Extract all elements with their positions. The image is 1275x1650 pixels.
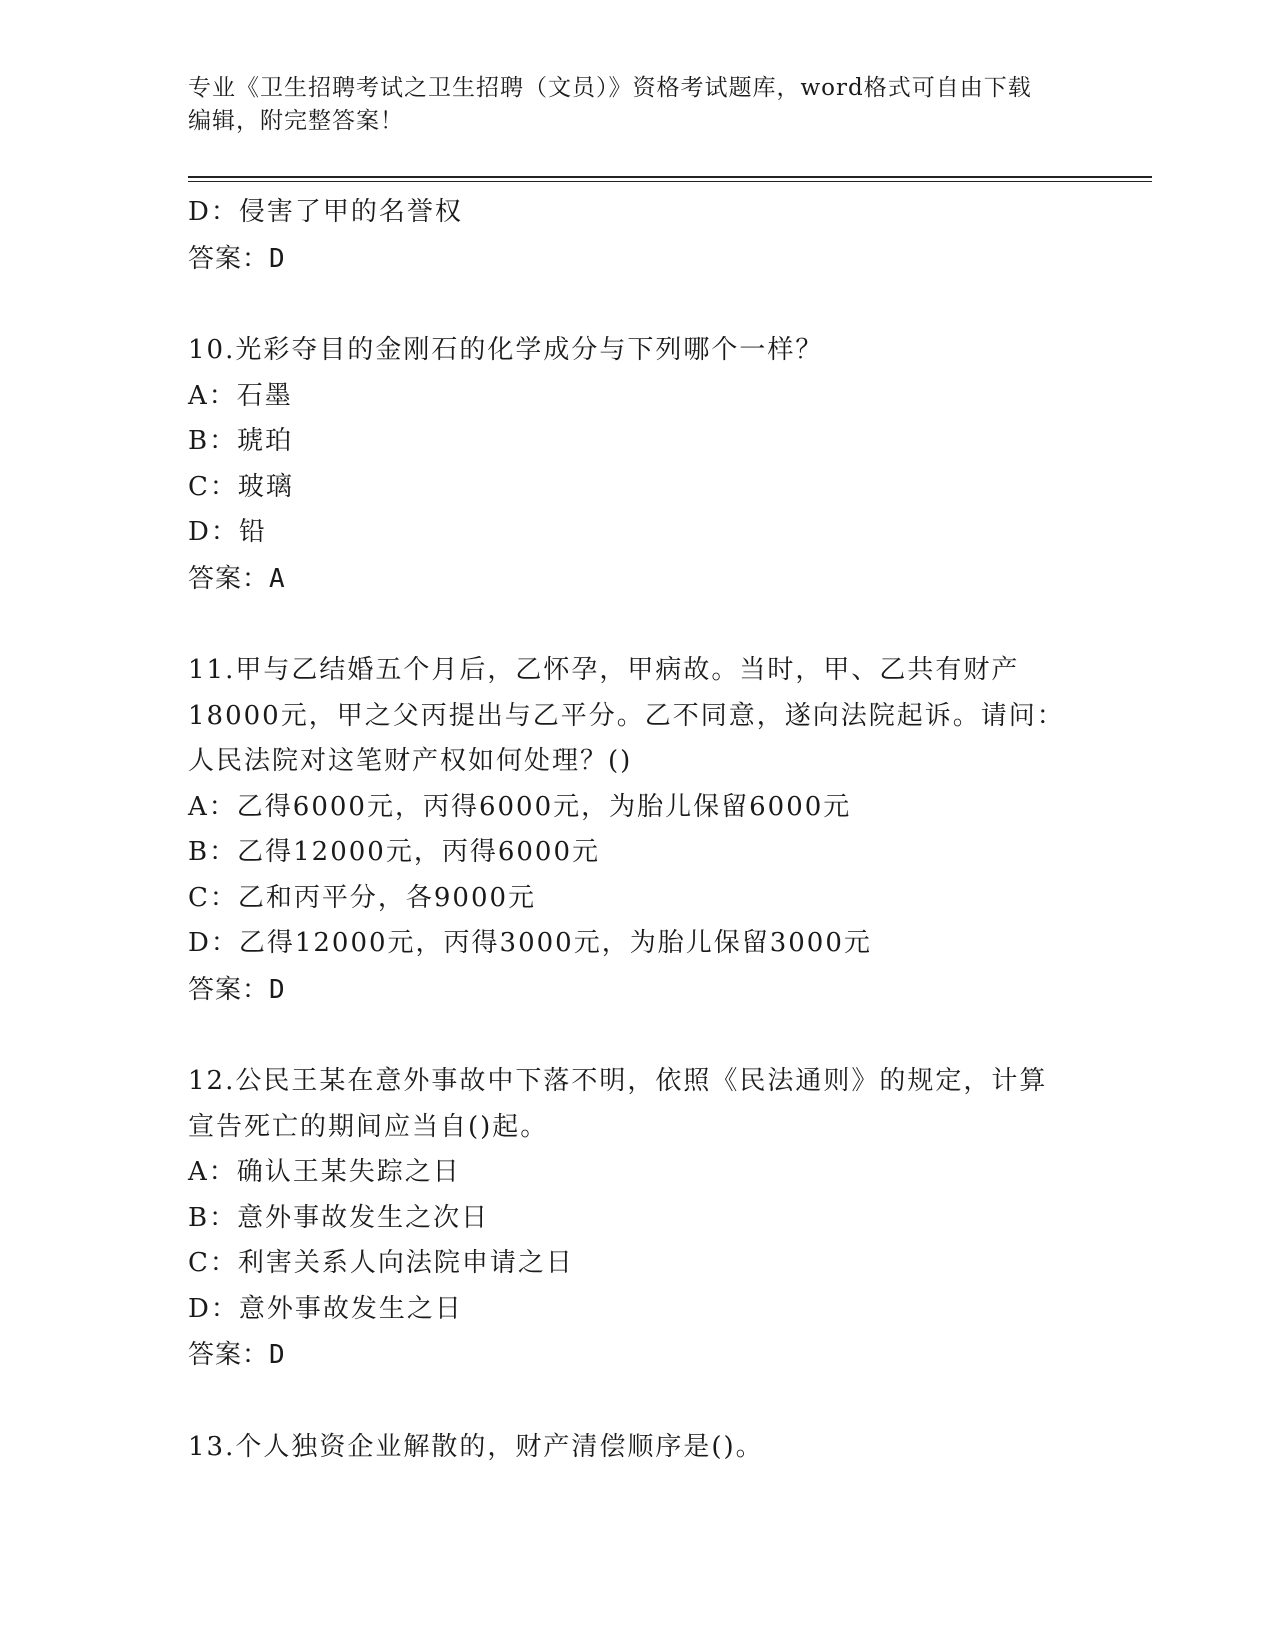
option-d: D：侵害了甲的名誉权 <box>188 197 463 227</box>
option-a: A：确认王某失踪之日 <box>188 1157 461 1187</box>
header-line-2: 编辑，附完整答案！ <box>188 108 404 134</box>
option-b: B：琥珀 <box>188 426 294 456</box>
header-divider-thick <box>188 176 1152 178</box>
document-header <box>188 72 1068 138</box>
answer-label: 答案： <box>188 562 270 593</box>
option-c: C：乙和丙平分，各9000元 <box>188 882 537 913</box>
question-stem-line-1: 12.公民王某在意外事故中下落不明，依照《民法通则》的规定，计算 <box>188 1066 1048 1096</box>
answer-line <box>188 967 1088 1014</box>
spacer <box>188 1013 1088 1059</box>
question-12 <box>188 1059 1088 1379</box>
question-stem: 10.光彩夺目的金刚石的化学成分与下列哪个一样？ <box>188 335 824 365</box>
answer-label: 答案： <box>188 1339 270 1369</box>
question-stem-line-1: 11.甲与乙结婚五个月后，乙怀孕，甲病故。当时，甲、乙共有财产 <box>188 655 1020 685</box>
spacer <box>188 1379 1088 1425</box>
question-13 <box>188 1425 1088 1471</box>
question-9-tail <box>188 190 1088 282</box>
question-stem-line-3: 人民法院对这笔财产权如何处理？() <box>188 746 633 776</box>
answer-value: D <box>269 1340 286 1370</box>
answer-value: D <box>269 243 286 274</box>
option-c: C：利害关系人向法院申请之日 <box>188 1248 574 1278</box>
answer-value: A <box>269 563 286 594</box>
question-stem-line-2: 宣告死亡的期间应当自()起。 <box>188 1111 549 1142</box>
answer-label: 答案： <box>188 242 270 273</box>
answer-label: 答案： <box>188 973 270 1004</box>
option-c: C：玻璃 <box>188 471 294 502</box>
option-d: D：意外事故发生之日 <box>188 1293 463 1324</box>
question-stem: 13.个人独资企业解散的，财产清偿顺序是()。 <box>188 1431 764 1462</box>
option-a: A：石墨 <box>188 380 293 411</box>
answer-line <box>188 556 1088 603</box>
question-10 <box>188 328 1088 602</box>
header-divider-thin <box>188 181 1152 182</box>
question-11 <box>188 648 1088 1013</box>
question-stem-line-2: 18000元，甲之父丙提出与乙平分。乙不同意，遂向法院起诉。请问： <box>188 700 1065 731</box>
header-line-1: 专业《卫生招聘考试之卫生招聘（文员）》资格考试题库，word格式可自由下载 <box>188 75 1032 101</box>
spacer <box>188 602 1088 648</box>
answer-line <box>188 236 1088 283</box>
spacer <box>188 282 1088 328</box>
answer-line <box>188 1332 1088 1379</box>
option-b: B：乙得12000元，丙得6000元 <box>188 837 600 867</box>
option-d: D：铅 <box>188 517 267 547</box>
option-b: B：意外事故发生之次日 <box>188 1202 490 1233</box>
option-d: D：乙得12000元，丙得3000元，为胎儿保留3000元 <box>188 928 872 958</box>
question-list <box>188 190 1088 1470</box>
answer-value: D <box>269 974 286 1005</box>
option-a: A：乙得6000元，丙得6000元，为胎儿保留6000元 <box>188 791 852 822</box>
